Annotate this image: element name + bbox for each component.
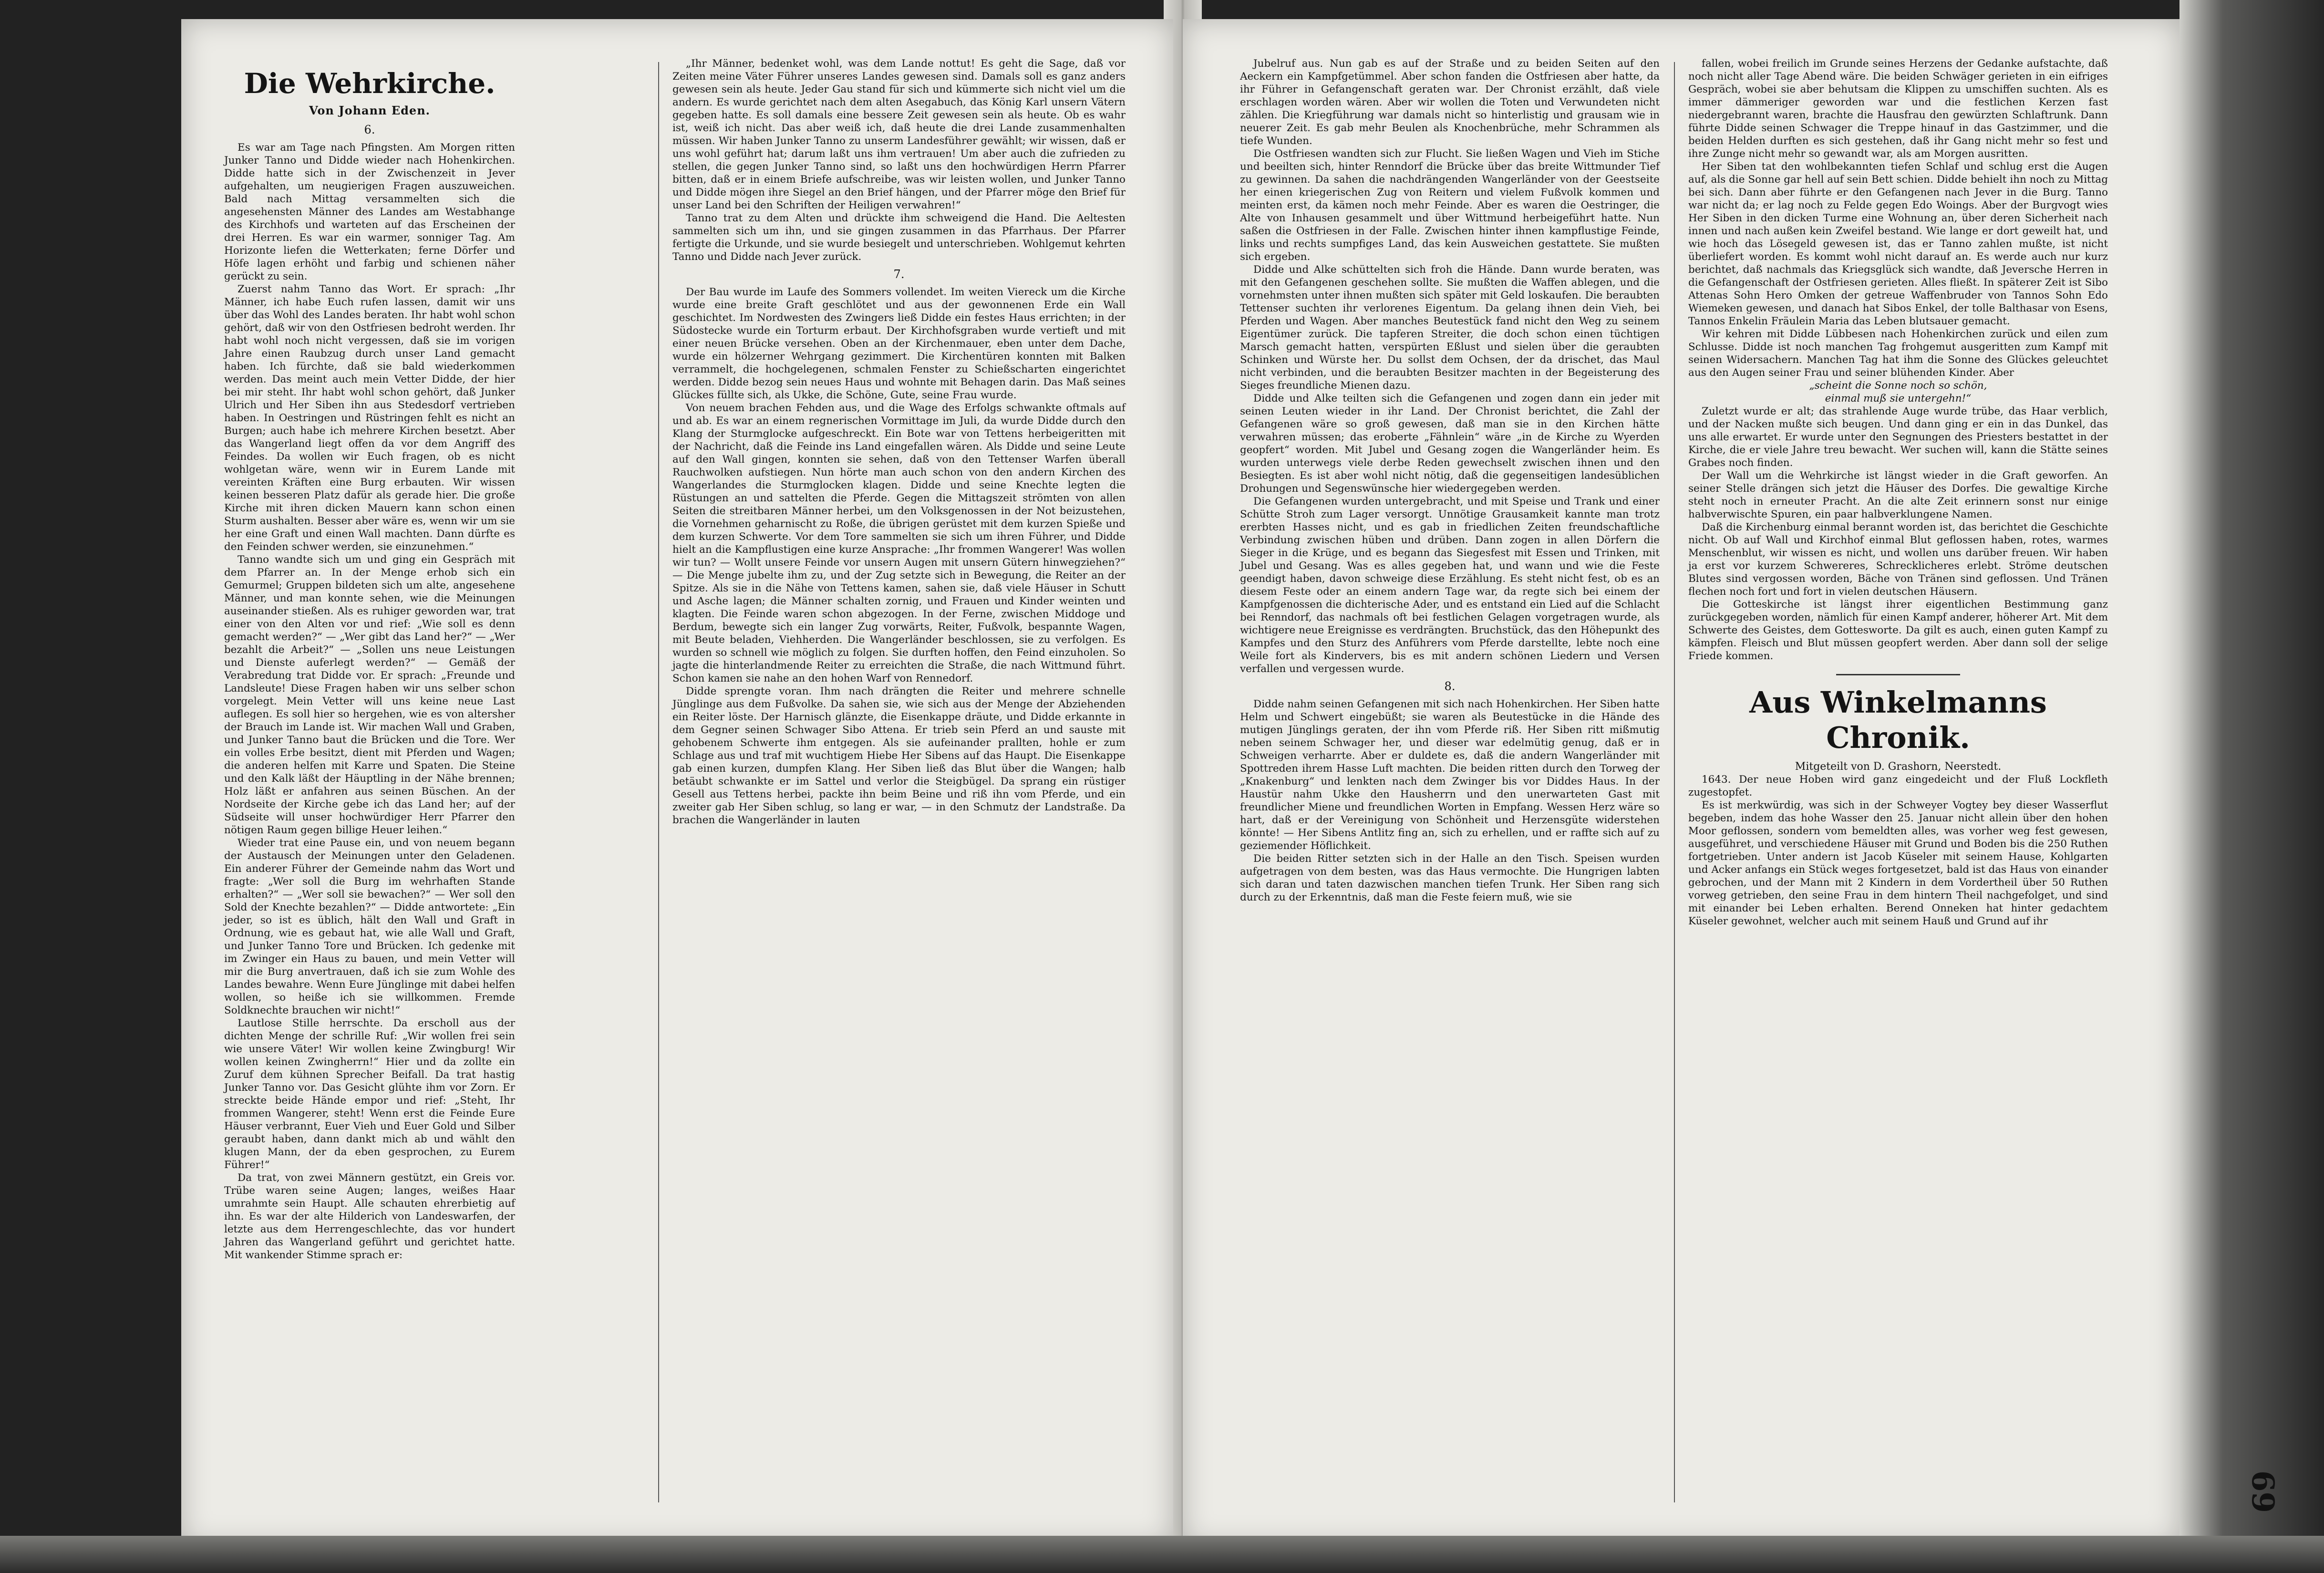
paragraph: Jubelruf aus. Nun gab es auf der Straße und zu beiden Seiten auf den Aeckern ein Kampfgetümmel. Aber schon fanden die Ostfriesen aber hatte, da ihr Führer in Gefangenschaft geraten war. Der Chronist erzählt, daß viele erschlagen worden wären. Aber wir wollen die Toten und Verwundeten nicht zählen. Die Kriegführung war damals nicht so hinterlistig und grausam wie in neuerer Zeit. Es gab mehr Beulen als Knochenbrüche, mehr Schrammen als tiefe Wunden. bbox=[1240, 58, 1660, 147]
paragraph: Zuletzt wurde er alt; das strahlende Auge wurde trübe, das Haar verblich, und der Nacken mußte sich beugen. Und dann ging er ein in das Dunkel, das uns alle erwartet. Er wurde unter den Segnungen des Priesters bestattet in der Kirche, die er viele Jahre treu bewacht. Wer suchen will, kann die Stätte seines Grabes noch finden. bbox=[1688, 405, 2108, 469]
paragraph: Didde nahm seinen Gefangenen mit sich nach Hohenkirchen. Her Siben hatte Helm und Schwert eingebüßt; sie waren als Beutestücke in die Hände des mutigen Jünglings geraten, der ihn vom Pferde riß. Her Siben ritt mißmutig neben seinem Schwager her, und dieser war edelmütig genug, daß er in Schweigen verharrte. Aber er duldete es, daß die andern Wangerländer mit Spottreden ihrem Hasse Luft machten. Die beiden ritten durch den Torweg der „Knakenburg“ und lenkten nach dem Zwinger bis vor Diddes Haus. In der Haustür nahm Ukke den Hausherrn und den unerwarteten Gast mit freundlicher Miene und freundlichen Worten in Empfang. Wessen Herz wäre so hart, daß er der Vereinigung von Schönheit und Herzensgüte widerstehen könnte! — Her Sibens Antlitz fing an, sich zu erhellen, und er raffte sich auf zu geziemender Höflichkeit. bbox=[1240, 698, 1660, 852]
book-edge-right bbox=[2179, 0, 2324, 1573]
paragraph: Da trat, von zwei Männern gestützt, ein Greis vor. Trübe waren seine Augen; langes, weißes Haar umrahmte sein Haupt. Alle schauten ehrerbietig auf ihn. Es war der alte Hilderich von Landeswarfen, der letzte aus dem Herrengeschlechte, das vor hundert Jahren das Wangerland geführt und gerichtet hatte. Mit wankender Stimme sprach er: bbox=[224, 1172, 515, 1261]
second-article-byline: Mitgeteilt von D. Grashorn, Neerstedt. bbox=[1795, 761, 2002, 773]
paragraph: Es ist merkwürdig, was sich in der Schweyer Vogtey bey dieser Wasserflut begeben, indem das hohe Wasser den 25. Januar nicht allein über den hohen Moor geflossen, sondern vom bemeldten alles, was vorher weg fest gewesen, ausgeführet, und verschiedene Häuser mit Grund und Boden bis die 250 Ruthen fortgetrieben. Unter andern ist Jacob Küseler mit seinem Hause, Kohlgarten und Acker anfangs ein Stück weges fortgesetzet, bald ist das Haus von einander gebrochen, und der Mann mit 2 Kindern in dem Vordertheil über 50 Ruthen vorweg getrieben, den seine Frau in dem hintern Theil nachgefolget, und sind mit einander bei Leben erhalten. Berend Onneken hat hinter gedachtem Küseler gewohnet, welcher auch mit seinem Hauß und Grund auf ihr bbox=[1688, 799, 2108, 927]
book-edge-bottom bbox=[0, 1536, 2324, 1573]
paragraph: Didde und Alke schüttelten sich froh die Hände. Dann wurde beraten, was mit den Gefangenen geschehen sollte. Sie mußten die Waffen ablegen, und die vornehmsten unter ihnen mußten sich später mit Geld loskaufen. Die beraubten Tettenser suchten ihr verlorenes Eigentum. Da gelang ihnen dein Vieh, bei Pferden und Wagen. Aber manches Beutestück fand nicht den Weg zu seinem Eigentümer zurück. Die tapferen Streiter, die doch schon einen tüchtigen Marsch gemacht hatten, verspürten Eßlust und sielen über die geraubten Schinken und Würste her. Du sollst dem Ochsen, der da drischet, das Maul nicht verbinden, und die beraubten Besitzer machten in der Begeisterung des Sieges freundliche Mienen dazu. bbox=[1240, 264, 1660, 392]
paragraph: Die Gotteskirche ist längst ihrer eigentlichen Bestimmung ganz zurückgegeben worden, nämlich für einen Kampf anderer, höherer Art. Mit dem Schwerte des Geistes, dem Gottesworte. Da gilt es auch, einen guten Kampf zu kämpfen. Fleisch und Blut müssen geopfert werden. Aber dann soll der selige Friede kommen. bbox=[1688, 599, 2108, 662]
column-rule bbox=[658, 62, 659, 1502]
column-2 bbox=[672, 57, 1126, 827]
page-number: 69 bbox=[2245, 1470, 2281, 1513]
article-divider bbox=[1836, 674, 1960, 675]
paragraph: Didde sprengte voran. Ihm nach drängten die Reiter und mehrere schnelle Jünglinge aus dem Fußvolke. Da sahen sie, wie sich aus der Menge der Abziehenden ein Reiter löste. Der Harnisch glänzte, die Eisenkappe dräute, und Didde erkannte in dem Gegner seinen Schwager Sibo Attena. Er trieb sein Pferd an und sauste mit gehobenem Schwerte ihm entgegen. Als sie aufeinander prallten, hohle er zum Schlage aus und traf mit wuchtigem Hiebe Her Sibens auf das Haupt. Die Eisenkappe gab einen kurzen, dumpfen Klang. Her Siben ließ das Blut über die Wangen; halb betäubt schwankte er im Sattel und verlor die Steigbügel. Da sprang ein rüstiger Gesell aus Tettens herbei, packte ihn beim Beine und riß ihn vom Pferde, und ein zweiter gab Her Siben schlug, so lang er war, — in den Schmutz der Landstraße. Da brachen die Wangerländer in lauten bbox=[672, 685, 1126, 826]
column-3 bbox=[1240, 57, 1660, 904]
verse-line: „scheint die Sonne noch so schön, bbox=[1809, 380, 1987, 392]
paragraph: Tanno wandte sich um und ging ein Gespräch mit dem Pfarrer an. In der Menge erhob sich ein Gemurmel; Gruppen bildeten sich um alte, angesehene Männer, und man konnte sehen, wie die Meinungen auseinander stießen. Als es ruhiger geworden war, trat einer von den Alten vor und rief: „Wie soll es denn gemacht werden?“ — „Wer gibt das Land her?“ — „Wer bezahlt die Arbeit?“ — „Sollen uns neue Leistungen und Dienste auferlegt werden?“ — Gemäß der Verabredung trat Didde vor. Er sprach: „Freunde und Landsleute! Diese Fragen haben wir uns selber schon vorgelegt. Mein Vetter will uns keine neue Last auflegen. Es soll hier so hergehen, wie es von altersher der Brauch im Lande ist. Wir machen Wall und Graben, und Junker Tanno baut die Brücken und die Tore. Wer ein volles Erbe besitzt, dient mit Pferden und Wagen; die anderen helfen mit Karre und Spaten. Die Steine und den Kalk läßt der Häuptling in der Nähe brennen; Holz läßt er anfahren aus seinen Büschen. An der Nordseite der Kirche gebe ich das Land her; auf der Südseite will unser hochwürdiger Herr Pfarrer den nötigen Raum gegen billige Heuer leihen.“ bbox=[224, 554, 515, 836]
paragraph: Daß die Kirchenburg einmal berannt worden ist, das berichtet die Geschichte nicht. Ob auf Wall und Kirchhof einmal Blut geflossen haben, rotes, warmes Menschenblut, wir wissen es nicht, und wollen uns darüber freuen. Wir haben ja erst vor kurzem Schwereres, Schrecklicheres erlebt. Ströme deutschen Blutes sind vergossen worden, Bäche von Tränen sind geflossen. Und Tränen flechen noch fort und fort in vielen deutschen Häusern. bbox=[1688, 521, 2108, 598]
paragraph: Wir kehren mit Didde Lübbesen nach Hohenkirchen zurück und eilen zum Schlusse. Didde ist noch manchen Tag frohgemut ausgeritten zum Kampf mit seinen Widersachern. Manchen Tag hat ihm die Sonne des Glückes geleuchtet aus den Augen seiner Frau und seiner blühenden Kinder. Aber bbox=[1688, 328, 2108, 379]
paragraph: Lautlose Stille herrschte. Da erscholl aus der dichten Menge der schrille Ruf: „Wir wollen frei sein wie unsere Väter! Wir wollen keine Zwingburg! Wir wollen keinen Zwingherrn!“ Hier und da zollte ein Zuruf dem kühnen Sprecher Beifall. Da trat hastig Junker Tanno vor. Das Gesicht glühte ihm vor Zorn. Er streckte beide Hände empor und rief: „Steht, Ihr frommen Wangerer, steht! Wenn erst die Feinde Eure Häuser verbrannt, Euer Vieh und Euer Gold und Silber geraubt haben, dann dankt mich ab und wählt den klugen Mann, der da eben gesprochen, zu Eurem Führer!“ bbox=[224, 1017, 515, 1171]
paragraph: Der Wall um die Wehrkirche ist längst wieder in die Graft geworfen. An seiner Stelle drängen sich jetzt die Häuser des Dorfes. Die gewaltige Kirche steht noch in erneuter Pracht. An die alte Zeit erinnern sonst nur einige halbverwischte Spuren, ein paar halbverklungene Namen. bbox=[1688, 470, 2108, 520]
paragraph: Wieder trat eine Pause ein, und von neuem begann der Austausch der Meinungen unter den Geladenen. Ein anderer Führer der Gemeinde nahm das Wort und fragte: „Wer soll die Burg im wehrhaften Stande erhalten?“ — „Wer soll sie bewachen?“ — Wer soll den Sold der Knechte bezahlen?“ — Didde antwortete: „Ein jeder, so ist es üblich, hält den Wall und Graft in Ordnung, wie es gebaut hat, wie alle Wall und Graft, und Junker Tanno Tore und Brücken. Ich gedenke mit im Zwinger ein Haus zu bauen, und mein Vetter will mir die Burg anvertrauen, daß ich sie zum Wohle des Landes bewahre. Wenn Eure Jünglinge mit dabei helfen wollen, so heiße ich sie willkommen. Fremde Soldknechte brauchen wir nicht!“ bbox=[224, 837, 515, 1016]
section-number-6: 6. bbox=[364, 123, 375, 136]
paragraph: Die Ostfriesen wandten sich zur Flucht. Sie ließen Wagen und Vieh im Stiche und beeilten sich, hinter Renndorf die Brücke über das breite Wittmunder Tief zu gewinnen. Da sahen die nachdrängenden Wangerländer von der Geestseite her einen kriegerischen Zug von Reitern und vielem Fußvolk kommen und meinten erst, da kämen noch mehr Feinde. Aber es waren die Oestringer, die Alte von Inhausen gesammelt und über Wittmund herbeigeführt hatte. Nun saßen die Ostfriesen in der Falle. Zwischen hinter ihnen kampflustige Feinde, links und rechts sumpfiges Land, das kein Ausweichen gestattete. Sie mußten sich ergeben. bbox=[1240, 148, 1660, 263]
column-rule bbox=[1674, 62, 1675, 1502]
paragraph: Zuerst nahm Tanno das Wort. Er sprach: „Ihr Männer, ich habe Euch rufen lassen, damit wir uns über das Wohl des Landes beraten. Ihr habt wohl schon gehört, daß wir von den Ostfriesen bedroht werden. Ihr habt wohl noch nicht vergessen, daß sie im vorigen Jahre einen Raubzug durch unser Land gemacht haben. Ich fürchte, daß sie bald wiederkommen werden. Das meint auch mein Vetter Didde, der hier bei mir steht. Ihr habt wohl schon gehört, daß Junker Ulrich und Her Siben ihn aus Stedesdorf vertrieben haben. In Oestringen und Rüstringen fehlt es nicht an Burgen; auch habe ich mehrere Kirchen besetzt. Aber das Wangerland liegt offen da vor dem Angriff des Feindes. Da wollen wir Euch fragen, ob es nicht wohlgetan wäre, wenn wir in Eurem Lande mit vereinten Kräften eine Burg erbauten. Wir wissen keinen besseren Platz dafür als gerade hier. Die große Kirche mit ihren dicken Mauern kann schon einen Sturm aushalten. Besser aber wäre es, wenn wir um sie her eine Graft und einen Wall machten. Dann dürfte es den Feinden schwer werden, sie einzunehmen.“ bbox=[224, 283, 515, 553]
section-number-8: 8. bbox=[1444, 680, 1456, 693]
article-title: Die Wehrkirche. bbox=[244, 67, 496, 100]
right-page bbox=[1183, 19, 2179, 1545]
column-4 bbox=[1688, 57, 2108, 928]
paragraph: Tanno trat zu dem Alten und drückte ihm schweigend die Hand. Die Aeltesten sammelten sich um ihn, und sie gingen zusammen in das Pfarrhaus. Der Pfarrer fertigte die Urkunde, und sie wurde besiegelt und unterschrieben. Wohlgemut kehrten Tanno und Didde nach Jever zurück. bbox=[672, 212, 1126, 263]
column-1 bbox=[224, 57, 515, 1262]
paragraph: „Ihr Männer, bedenket wohl, was dem Lande nottut! Es geht die Sage, daß vor Zeiten meine Väter Führer unseres Landes gewesen sind. Damals soll es ganz anders gewesen sein als heute. Jeder Gau stand für sich und kümmerte sich nicht viel um die andern. Es wurde gerichtet nach dem alten Asegabuch, das König Karl unsern Vätern gegeben hatte. Es soll damals eine bessere Zeit gewesen sein als heute. Ob es wahr ist, weiß ich nicht. Das aber weiß ich, daß heute die drei Lande zusammenhalten müssen. Wir haben Junker Tanno zu unserm Landesführer gewählt; wir wissen, daß er uns wohl geführt hat; darum laßt uns ihm vertrauen! Um aber auch die zufrieden zu stellen, die gegen Junker Tanno sind, so laßt uns den hochwürdigen Herrn Pfarrer bitten, daß er in einem Briefe aufschreibe, was wir leisten wollen, und Junker Tanno und Didde mögen ihre Siegel an den Brief hängen, und der Pfarrer möge den Brief für unser Land bei den Schriften der Heiligen verwahren!“ bbox=[672, 58, 1126, 211]
second-article-title: Aus Winkelmanns Chronik. bbox=[1749, 685, 2047, 755]
article-byline: Von Johann Eden. bbox=[309, 103, 430, 117]
paragraph: Der Bau wurde im Laufe des Sommers vollendet. Im weiten Viereck um die Kirche wurde eine breite Graft geschlötet und aus der gewonnenen Erde ein Wall geschichtet. Im Nordwesten des Zwingers ließ Didde ein festes Haus errichten; in der Südostecke wurde ein Torturm erbaut. Der Kirchhofsgraben wurde vertieft und mit einer neuen Brücke versehen. Oben an der Kirchenmauer, eben unter dem Dache, wurde ein hölzerner Wehrgang gezimmert. Die Kirchentüren konnten mit Balken verrammelt, die hochgelegenen, schmalen Fenster zu Schießscharten eingerichtet werden. Didde bezog sein neues Haus und wohnte mit Behagen darin. Das Maß seines Glückes füllte sich, als Ukke, die Schöne, Gute, seine Frau wurde. bbox=[672, 286, 1126, 401]
section-number-7: 7. bbox=[893, 268, 905, 281]
left-page bbox=[181, 19, 1173, 1545]
paragraph: Die beiden Ritter setzten sich in der Halle an den Tisch. Speisen wurden aufgetragen von dem besten, was das Haus vermochte. Die Hungrigen labten sich daran und taten dazwischen manchen tiefen Trunk. Her Siben rang sich durch zu der Erkenntnis, daß man die Feste feiern muß, wie sie bbox=[1240, 853, 1660, 903]
paragraph: Von neuem brachen Fehden aus, und die Wage des Erfolgs schwankte oftmals auf und ab. Es war an einem regnerischen Vormittage im Juli, da wurde Didde durch den Klang der Sturmglocke aufgeschreckt. Ein Bote war von Tettens herbeigeritten mit der Nachricht, daß die Feinde ins Land eingefallen wären. Als Didde und seine Leute auf den Wall gingen, konnten sie sehen, daß von den Tettenser Warfen überall Rauchwolken aufstiegen. Nun hörte man auch schon von den andern Kirchen des Wangerlandes die Sturmglocken klagen. Didde und seine Knechte legten die Rüstungen an und sattelten die Pferde. Gegen die Mittagszeit strömten von allen Seiten die streitbaren Männer herbei, um den Volksgenossen in der Not beizustehen, die Vornehmen geharnischt zu Roße, die übrigen gerüstet mit dem kurzen Spieße und dem kurzen Schwerte. Vor dem Tore sammelten sie sich um ihren Führer, und Didde hielt an die Kampflustigen eine kurze Ansprache: „Ihr frommen Wangerer! Was wollen wir tun? — Wollt unsere Feinde vor unsern Augen mit unsern Gütern hinwegziehen?“ — Die Menge jubelte ihm zu, und der Zug setzte sich in Bewegung, die Reiter an der Spitze. Als sie in die Nähe von Tettens kamen, sahen sie, daß viele Häuser in Schutt und Asche lagen; die Männer schalten zornig, und Frauen und Kinder weinten und klagten. Die Feinde waren schon abgezogen. In der Ferne, zwischen Middoge und Berdum, bewegte sich ein langer Zug vorwärts, Reiter, Fußvolk, bespannte Wagen, mit Beute beladen, Viehherden. Die Wangerländer beschlossen, sie zu verfolgen. Es wurden so schnell wie möglich zu folgen. Sie durften hoffen, den Feind einzuholen. So jagte die hinterlandmende Reiter zu erreichten die Straße, die nach Wittmund führt. Schon kamen sie nahe an den hohen Warf von Rennedorf. bbox=[672, 402, 1126, 684]
paragraph: Her Siben tat den wohlbekannten tiefen Schlaf und schlug erst die Augen auf, als die Sonne gar hell auf sein Bett schien. Didde behielt ihn noch zu Mittag bei sich. Dann aber führte er den Gefangenen nach Jever in die Burg. Tanno war nicht da; er lag noch zu Felde gegen Edo Woings. Aber der Burgvogt wies Her Siben in den dicken Turme eine Wohnung an, über deren Sicherheit nach innen und nach außen kein Zweifel bestand. Wie lange er dort geweilt hat, und wie hoch das Lösegeld gewesen ist, das er Tanno zahlen mußte, ist nicht überliefert worden. Es kommt wohl nicht darauf an. Es werde auch nur kurz berichtet, daß nachmals das Kriegsglück sich wandte, daß Jeversche Herren in die Gefangenschaft der Ostfriesen gerieten. Alles fließt. In späterer Zeit ist Sibo Attenas Sohn Hero Omken der getreue Waffenbruder von Tannos Sohn Edo Wiemeken gewesen, und danach hat Sibos Enkel, der tolle Balthasar von Esens, Tannos Enkelin Fräulein Maria das Leben blutsauer gemacht. bbox=[1688, 161, 2108, 327]
paragraph: Didde und Alke teilten sich die Gefangenen und zogen dann ein jeder mit seinen Leuten wieder in ihr Land. Der Chronist berichtet, die Zahl der Gefangenen wäre so groß gewesen, daß man sie in den Kirchen hätte verwahren müssen; das eroberte „Fähnlein“ wäre „in de Kirche zu Wyerden geopfert“ worden. Mit Jubel und Gesang zogen die Wangerländer heim. Es wurden unterwegs viele derbe Reden gewechselt zwischen ihnen und den Besiegten. Es ist aber wohl nicht nötig, daß die gegenseitigen landesüblichen Drohungen und Segenswünsche hier wiedergegeben werden. bbox=[1240, 393, 1660, 495]
paragraph: Es war am Tage nach Pfingsten. Am Morgen ritten Junker Tanno und Didde wieder nach Hohenkirchen. Didde hatte sich in der Zwischenzeit in Jever aufgehalten, um neugierigen Fragen auszuweichen. Bald nach Mittag versammelten sich die angesehensten Männer des Landes am Westabhange des Kirchhofs und warteten auf das Erscheinen der drei Herren. Es war ein warmer, sonniger Tag. Am Horizonte liefen die Wetterkaten; ferne Dörfer und Höfe lagen erhöht und farbig und schienen näher gerückt zu sein. bbox=[224, 142, 515, 282]
paragraph: Die Gefangenen wurden untergebracht, und mit Speise und Trank und einer Schütte Stroh zum Lager versorgt. Unnötige Grausamkeit kannte man trotz ererbten Hasses nicht, und es gab in friedlichen Zeiten freundschaftliche Verbindung zwischen hüben und drüben. Dann zogen in allen Dörfern die Sieger in die Krüge, und es begann das Siegesfest mit Essen und Trinken, mit Jubel und Gesang. Was es alles gegeben hat, und wann und wie die Feste geendigt haben, davon schweige diese Erzählung. Es steht nicht fest, ob es an diesem Feste oder an einem andern Tage war, da regte sich bei einem der Kampfgenossen die dichterische Ader, und es entstand ein Lied auf die Schlacht bei Renndorf, das nachmals oft bei festlichen Gelagen vorgetragen wurde, als wichtigere neue Ereignisse es verdrängten. Bruchstück, das den Höhepunkt des Kampfes und den Sturz des Anführers vom Pferde darstellte, lebte noch eine Weile fort als Kindervers, bis es mit andern schönen Liedern und Versen verfallen und vergessen wurde. bbox=[1240, 496, 1660, 675]
paragraph: fallen, wobei freilich im Grunde seines Herzens der Gedanke aufstachte, daß noch nicht aller Tage Abend wäre. Die beiden Schwäger gerieten in ein eifriges Gespräch, wobei sie aber behutsam die Klippen zu umschiffen suchten. Als es immer dämmeriger geworden war und die festlichen Kerzen fast niedergebrannt waren, brachte die Hausfrau den gewürzten Schlaftrunk. Dann führte Didde seinen Schwager die Treppe hinauf in das Gastzimmer, und die beiden Helden durften es sich gestehen, daß ihr Gang nicht mehr so fest und ihre Zunge nicht mehr so gewandt war, als am Morgen ausritten. bbox=[1688, 58, 2108, 160]
paragraph: 1643. Der neue Hoben wird ganz eingedeicht und der Fluß Lockfleth zugestopfet. bbox=[1688, 774, 2108, 798]
verse-line: einmal muß sie untergehn!“ bbox=[1825, 393, 1972, 404]
